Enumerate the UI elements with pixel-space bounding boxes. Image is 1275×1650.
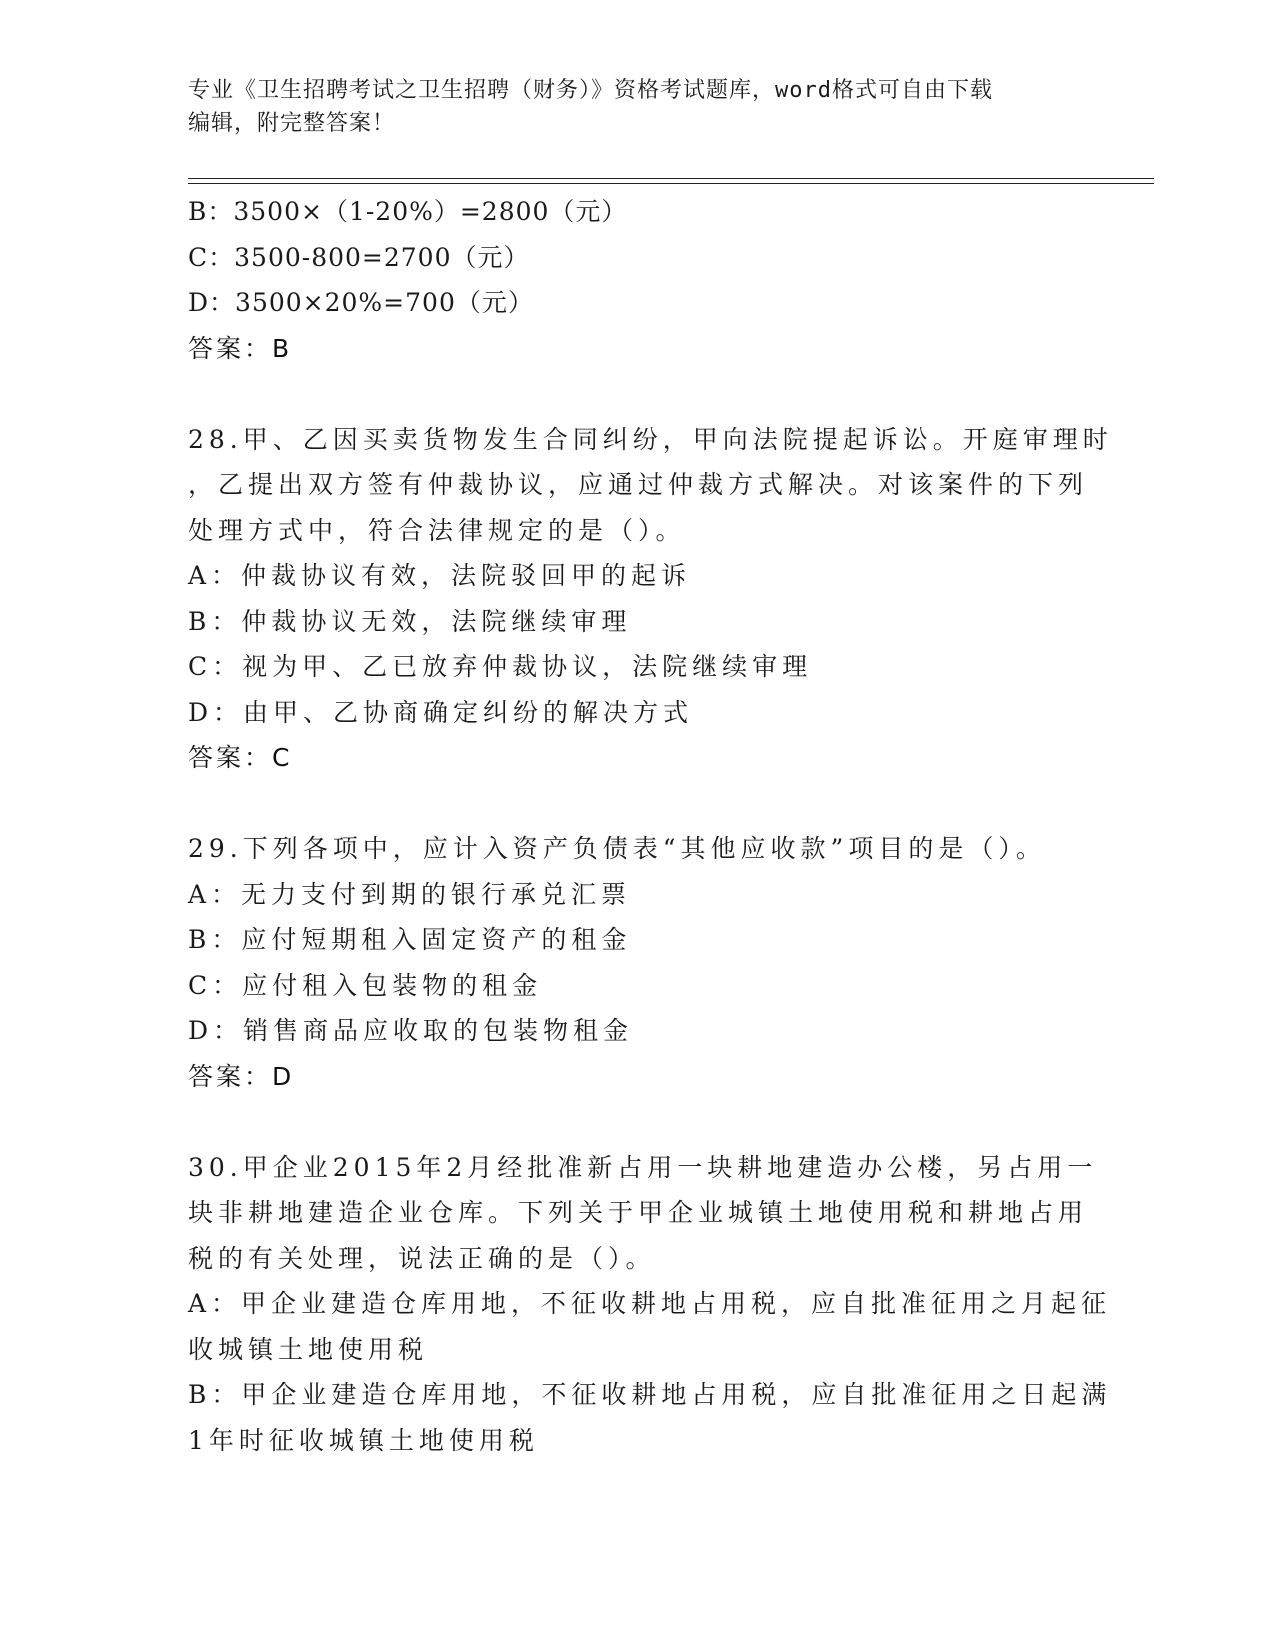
- spacer: [188, 781, 1088, 827]
- answer-line: [188, 326, 1088, 372]
- answer-value: C: [272, 743, 292, 772]
- answer-value: B: [272, 333, 292, 363]
- option-b: B：甲企业建造仓库用地，不征收耕地占用税，应自批准征用之日起满: [188, 1380, 1112, 1409]
- option-a: A：甲企业建造仓库用地，不征收耕地占用税，应自批准征用之月起征: [188, 1289, 1112, 1318]
- question-stem-line: 29.下列各项中，应计入资产负债表“其他应收款”项目的是（）。: [188, 834, 1046, 863]
- question-stem-line: 处理方式中，符合法律规定的是（）。: [188, 515, 686, 545]
- option-b: B：3500×（1-20%）=2800（元）: [188, 197, 628, 226]
- question-27-continuation: [188, 189, 1088, 371]
- question-stem-line: 28.甲、乙因买卖货物发生合同纠纷，甲向法院提起诉讼。开庭审理时: [188, 424, 1113, 454]
- header-line-1: 专业《卫生招聘考试之卫生招聘（财务）》资格考试题库，word格式可自由下载: [188, 78, 993, 103]
- option-c: C：3500-800=2700（元）: [188, 242, 530, 272]
- option-b: B：仲裁协议无效，法院继续审理: [188, 606, 632, 636]
- option-c: C：视为甲、乙已放弃仲裁协议，法院继续审理: [188, 652, 813, 681]
- answer-label: 答案：: [188, 333, 273, 363]
- option-d: D：3500×20%=700（元）: [188, 288, 534, 317]
- question-stem-line: 块非耕地建造企业仓库。下列关于甲企业城镇土地使用税和耕地占用: [188, 1198, 1089, 1227]
- document-header: [188, 74, 1068, 140]
- answer-value: D: [272, 1061, 294, 1091]
- answer-label: 答案：: [188, 743, 273, 772]
- question-28: [188, 417, 1113, 781]
- answer-line: [188, 735, 1088, 781]
- spacer: [188, 1099, 1088, 1145]
- answer-line: [188, 1054, 1088, 1100]
- option-d: D：由甲、乙协商确定纠纷的解决方式: [188, 697, 694, 727]
- option-b-continued: 1年时征收城镇土地使用税: [188, 1425, 539, 1455]
- question-stem-line: 30.甲企业2015年2月经批准新占用一块耕地建造办公楼，另占用一: [188, 1152, 1098, 1182]
- header-divider-top: [188, 178, 1154, 179]
- answer-label: 答案：: [188, 1061, 273, 1091]
- header-line-2: 编辑，附完整答案！: [188, 111, 396, 136]
- document-body: [188, 189, 1113, 1463]
- question-29: [188, 826, 1088, 1099]
- option-a: A：无力支付到期的银行承兑汇票: [188, 879, 632, 909]
- option-c: C：应付租入包装物的租金: [188, 970, 543, 1000]
- option-b: B：应付短期租入固定资产的租金: [188, 925, 632, 954]
- spacer: [188, 371, 1088, 417]
- header-divider-bottom: [188, 183, 1154, 184]
- option-a: A：仲裁协议有效，法院驳回甲的起诉: [188, 561, 692, 590]
- question-30: [188, 1145, 1112, 1464]
- question-stem-line: ，乙提出双方签有仲裁协议，应通过仲裁方式解决。对该案件的下列: [188, 470, 1089, 499]
- question-stem-line: 税的有关处理，说法正确的是（）。: [188, 1243, 656, 1273]
- option-d: D：销售商品应收取的包装物租金: [188, 1016, 634, 1045]
- option-a-continued: 收城镇土地使用税: [188, 1334, 429, 1364]
